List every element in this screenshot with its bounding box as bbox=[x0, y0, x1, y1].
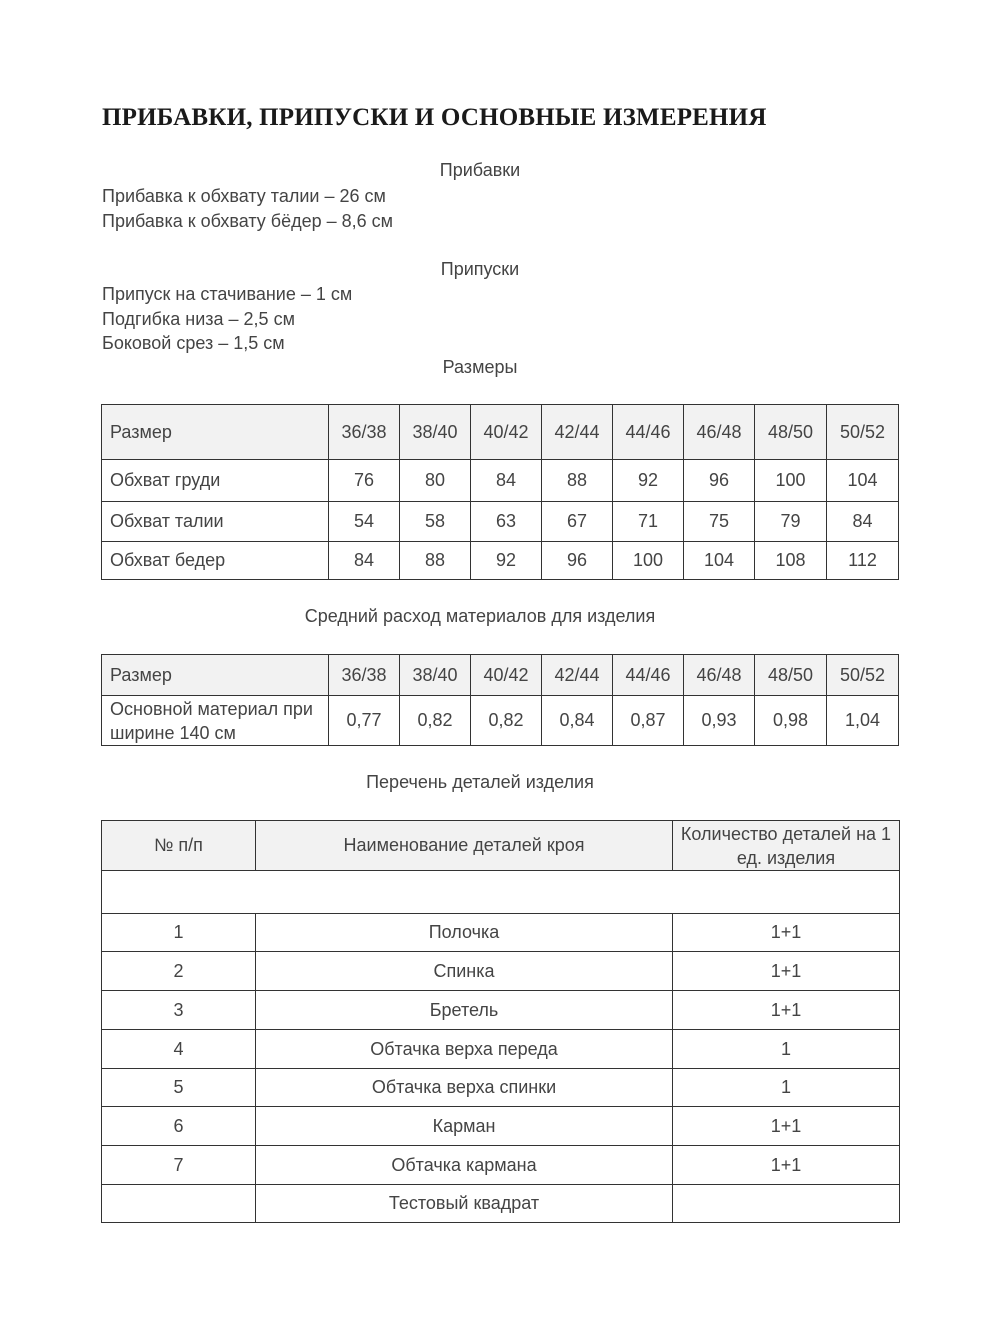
table-cell: 63 bbox=[471, 502, 542, 542]
seam-allowances-heading: Припуски bbox=[440, 259, 520, 279]
table-cell: 104 bbox=[684, 542, 755, 580]
table-cell: 88 bbox=[542, 460, 613, 502]
table-row bbox=[102, 502, 899, 542]
seam-allowances-list bbox=[102, 282, 352, 356]
table-cell: 71 bbox=[613, 502, 684, 542]
table-cell: 104 bbox=[827, 460, 899, 502]
table-cell: 79 bbox=[755, 502, 827, 542]
table-cell: 58 bbox=[400, 502, 471, 542]
part-quantity: 1 bbox=[673, 1030, 900, 1069]
part-name: Карман bbox=[256, 1107, 673, 1146]
sizes-heading: Размеры bbox=[442, 357, 518, 377]
row-number: 4 bbox=[102, 1030, 256, 1069]
part-quantity: 1+1 bbox=[673, 952, 900, 991]
table-cell: 1,04 bbox=[827, 696, 899, 746]
table-cell: 96 bbox=[542, 542, 613, 580]
row-label: Основной материал при ширине 140 см bbox=[102, 696, 329, 746]
table-cell: 0,98 bbox=[755, 696, 827, 746]
part-quantity: 1+1 bbox=[673, 1146, 900, 1185]
table-row bbox=[102, 1185, 900, 1223]
table-cell: 112 bbox=[827, 542, 899, 580]
part-name: Тестовый квадрат bbox=[256, 1185, 673, 1223]
header-cell: 38/40 bbox=[400, 405, 471, 460]
table-cell: 100 bbox=[755, 460, 827, 502]
table-row bbox=[102, 914, 900, 952]
part-name: Обтачка кармана bbox=[256, 1146, 673, 1185]
seam-allowance-line: Подгибка низа – 2,5 см bbox=[102, 308, 295, 329]
allowance-line: Прибавка к обхвату талии – 26 см bbox=[102, 186, 386, 206]
header-cell: 44/46 bbox=[613, 405, 684, 460]
table-cell: 96 bbox=[684, 460, 755, 502]
part-quantity: 1+1 bbox=[673, 991, 900, 1030]
row-number: 2 bbox=[102, 952, 256, 991]
row-number: 3 bbox=[102, 991, 256, 1030]
sizes-table bbox=[101, 404, 899, 580]
table-row bbox=[102, 696, 899, 746]
table-cell: 0,77 bbox=[329, 696, 400, 746]
table-cell: 92 bbox=[471, 542, 542, 580]
parts-header-row bbox=[102, 821, 900, 871]
part-quantity: 1 bbox=[673, 1069, 900, 1107]
header-cell: 42/44 bbox=[542, 405, 613, 460]
page-title: ПРИБАВКИ, ПРИПУСКИ И ОСНОВНЫЕ ИЗМЕРЕНИЯ bbox=[102, 104, 767, 131]
allowances-list bbox=[102, 184, 393, 233]
allowance-line: Прибавка к обхвату бёдер – 8,6 см bbox=[102, 210, 394, 231]
header-cell: 38/40 bbox=[400, 655, 471, 696]
table-cell: 92 bbox=[613, 460, 684, 502]
consumption-heading: Средний расход материалов для изделия bbox=[304, 606, 656, 626]
parts-heading: Перечень деталей изделия bbox=[366, 772, 594, 792]
table-cell: 84 bbox=[471, 460, 542, 502]
header-cell: 48/50 bbox=[755, 405, 827, 460]
header-cell: 42/44 bbox=[542, 655, 613, 696]
row-label: Обхват бедер bbox=[102, 542, 329, 580]
header-cell: 44/46 bbox=[613, 655, 684, 696]
row-number: 1 bbox=[102, 914, 256, 952]
header-cell: 46/48 bbox=[684, 655, 755, 696]
table-cell: 88 bbox=[400, 542, 471, 580]
header-cell: 40/42 bbox=[471, 405, 542, 460]
header-cell: 36/38 bbox=[329, 655, 400, 696]
header-cell: № п/п bbox=[102, 821, 256, 871]
table-cell: 84 bbox=[827, 502, 899, 542]
part-quantity: 1+1 bbox=[673, 1107, 900, 1146]
part-name: Бретель bbox=[256, 991, 673, 1030]
header-cell: 48/50 bbox=[755, 655, 827, 696]
table-cell: 67 bbox=[542, 502, 613, 542]
consumption-table bbox=[101, 654, 899, 746]
table-cell: 100 bbox=[613, 542, 684, 580]
part-name: Спинка bbox=[256, 952, 673, 991]
table-cell: 0,93 bbox=[684, 696, 755, 746]
header-cell: Размер bbox=[102, 655, 329, 696]
row-label: Обхват груди bbox=[102, 460, 329, 502]
row-number: 7 bbox=[102, 1146, 256, 1185]
header-cell: 50/52 bbox=[827, 405, 899, 460]
header-cell: 50/52 bbox=[827, 655, 899, 696]
header-cell: Размер bbox=[102, 405, 329, 460]
header-cell: 36/38 bbox=[329, 405, 400, 460]
table-row bbox=[102, 1069, 900, 1107]
table-cell: 108 bbox=[755, 542, 827, 580]
table-cell: 0,82 bbox=[400, 696, 471, 746]
table-row bbox=[102, 991, 900, 1030]
part-name: Обтачка верха спинки bbox=[256, 1069, 673, 1107]
sizes-header-row bbox=[102, 405, 899, 460]
table-row bbox=[102, 542, 899, 580]
row-number: 6 bbox=[102, 1107, 256, 1146]
row-label: Обхват талии bbox=[102, 502, 329, 542]
header-cell: 46/48 bbox=[684, 405, 755, 460]
empty-row bbox=[102, 871, 900, 914]
seam-allowance-line: Боковой срез – 1,5 см bbox=[102, 333, 285, 353]
seam-allowance-line: Припуск на стачивание – 1 см bbox=[102, 284, 353, 304]
table-cell: 0,84 bbox=[542, 696, 613, 746]
table-cell: 75 bbox=[684, 502, 755, 542]
row-number bbox=[102, 1185, 256, 1223]
header-cell: Наименование деталей кроя bbox=[256, 821, 673, 871]
empty-cell bbox=[102, 871, 900, 914]
table-row bbox=[102, 1030, 900, 1069]
header-cell: Количество деталей на 1 ед. изделия bbox=[673, 821, 900, 871]
part-quantity bbox=[673, 1185, 900, 1223]
part-quantity: 1+1 bbox=[673, 914, 900, 952]
table-cell: 76 bbox=[329, 460, 400, 502]
table-row bbox=[102, 1146, 900, 1185]
table-cell: 0,82 bbox=[471, 696, 542, 746]
table-row bbox=[102, 952, 900, 991]
table-row bbox=[102, 460, 899, 502]
table-row bbox=[102, 1107, 900, 1146]
table-cell: 0,87 bbox=[613, 696, 684, 746]
consumption-header-row bbox=[102, 655, 899, 696]
table-cell: 54 bbox=[329, 502, 400, 542]
parts-table bbox=[101, 820, 900, 1223]
table-cell: 80 bbox=[400, 460, 471, 502]
header-cell: 40/42 bbox=[471, 655, 542, 696]
part-name: Обтачка верха переда bbox=[256, 1030, 673, 1069]
part-name: Полочка bbox=[256, 914, 673, 952]
table-cell: 84 bbox=[329, 542, 400, 580]
row-number: 5 bbox=[102, 1069, 256, 1107]
allowances-heading: Прибавки bbox=[439, 160, 521, 180]
